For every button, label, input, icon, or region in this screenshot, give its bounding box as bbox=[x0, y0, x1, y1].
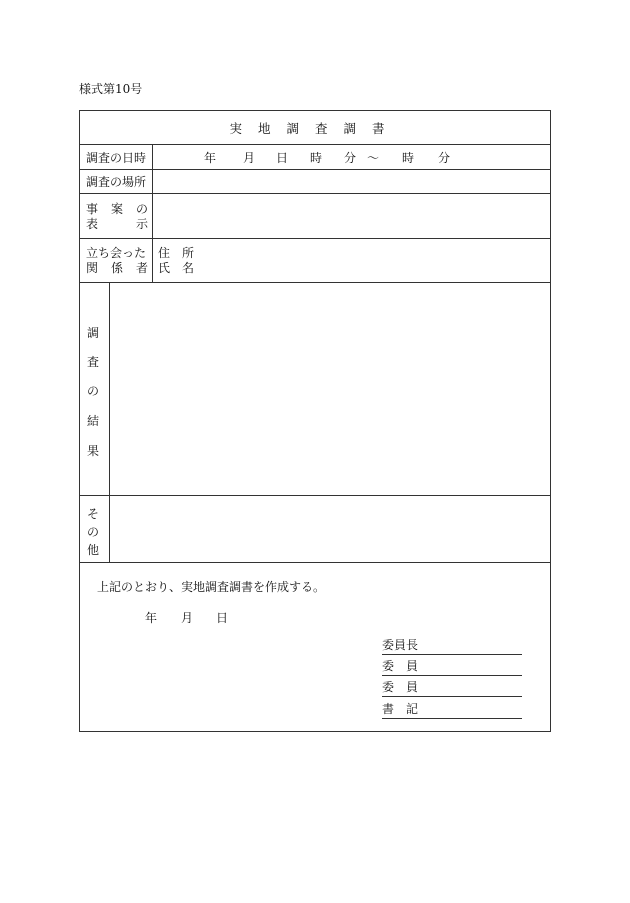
result-label-char: 調 bbox=[86, 326, 99, 340]
place-label: 調査の場所 bbox=[86, 175, 147, 189]
datetime-minute: 分 bbox=[344, 151, 357, 165]
case-label-line1: 事 案 の bbox=[86, 202, 148, 216]
other-label-char: 他 bbox=[86, 543, 99, 557]
witness-label-line1: 立ち会った bbox=[86, 246, 147, 260]
other-label-char: そ bbox=[86, 507, 99, 521]
case-label-line2: 表 示 bbox=[86, 217, 148, 231]
footer-year: 年 bbox=[145, 611, 158, 625]
divider bbox=[80, 169, 550, 170]
signature-line-clerk: 書 記 bbox=[382, 701, 522, 719]
column-divider bbox=[152, 144, 153, 282]
witness-address-label: 住 所 bbox=[158, 246, 195, 260]
witness-name-label: 氏 名 bbox=[158, 261, 195, 275]
result-label-char: 果 bbox=[86, 444, 99, 458]
datetime-day: 日 bbox=[276, 151, 289, 165]
witness-label-line2: 関 係 者 bbox=[86, 261, 148, 275]
divider bbox=[80, 193, 550, 194]
divider bbox=[80, 144, 550, 145]
divider bbox=[80, 282, 550, 283]
closing-statement: 上記のとおり、実地調査調書を作成する。 bbox=[97, 580, 326, 594]
result-label-char: 結 bbox=[86, 414, 99, 428]
datetime-month: 月 bbox=[243, 151, 256, 165]
page-title: 実地調査調書 bbox=[229, 121, 401, 136]
datetime-tilde: ～ bbox=[367, 151, 380, 165]
form-table bbox=[79, 110, 551, 732]
divider bbox=[80, 238, 550, 239]
datetime-hour-end: 時 bbox=[402, 151, 415, 165]
datetime-hour: 時 bbox=[310, 151, 323, 165]
divider bbox=[80, 562, 550, 563]
result-label-char: の bbox=[86, 384, 99, 398]
signature-line-chairperson: 委員長 bbox=[382, 637, 522, 655]
divider bbox=[80, 495, 550, 496]
other-label-char: の bbox=[86, 525, 99, 539]
result-label-char: 査 bbox=[86, 355, 99, 369]
datetime-year: 年 bbox=[204, 151, 217, 165]
datetime-label: 調査の日時 bbox=[86, 151, 147, 165]
signature-line-member: 委 員 bbox=[382, 679, 522, 697]
form-number: 様式第10号 bbox=[79, 82, 143, 96]
column-divider bbox=[109, 282, 110, 562]
datetime-minute-end: 分 bbox=[438, 151, 451, 165]
signature-line-member: 委 員 bbox=[382, 658, 522, 676]
footer-day: 日 bbox=[216, 611, 229, 625]
footer-month: 月 bbox=[181, 611, 194, 625]
